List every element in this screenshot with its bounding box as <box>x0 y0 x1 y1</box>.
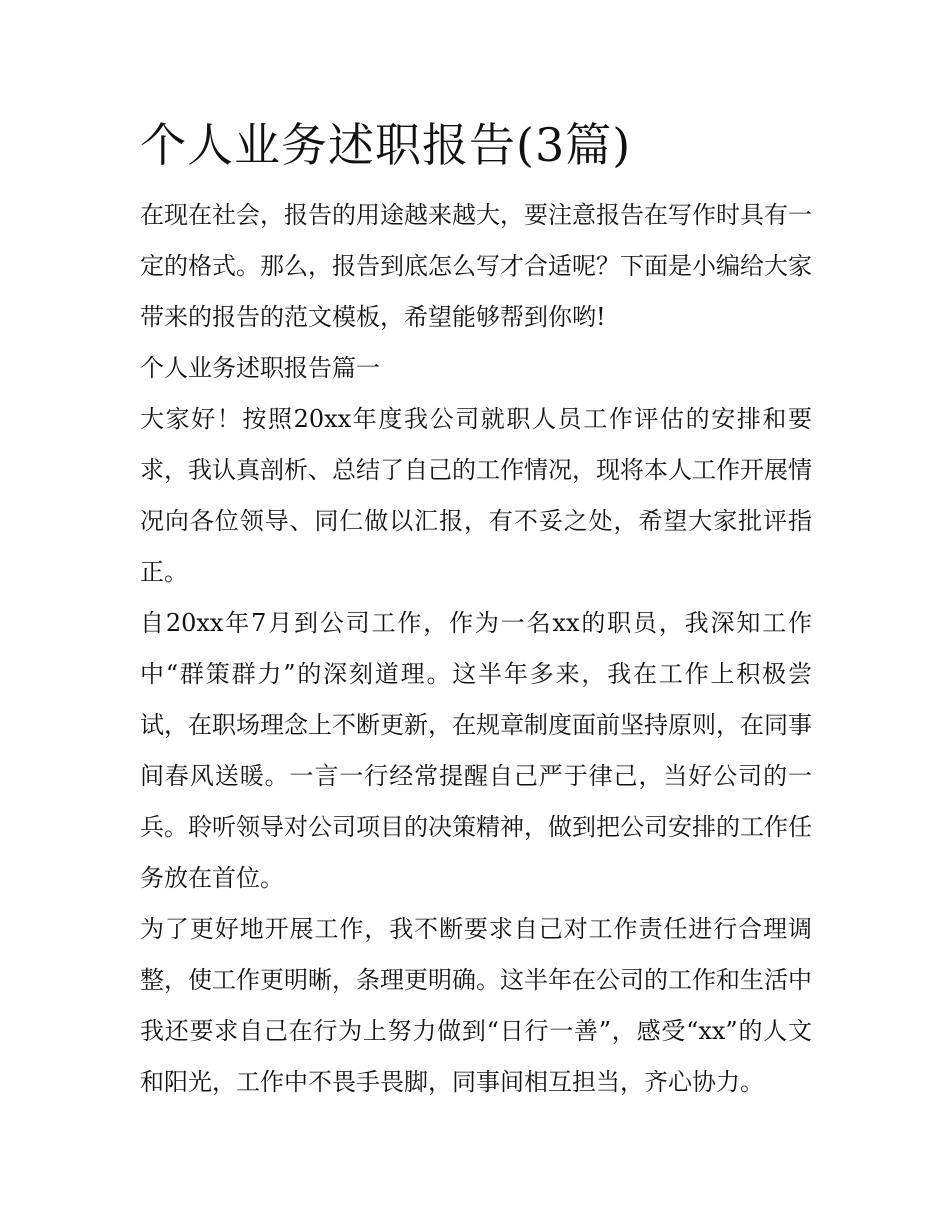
body-paragraph: 自20xx年7月到公司工作，作为一名xx的职员，我深知工作中“群策群力”的深刻道理。这半年多来，我在工作上积极尝试，在职场理念上不断更新，在规章制度面前坚持原则，在同事间春风送暖。一言一行经常提醒自己严于律己，当好公司的一兵。聆听领导对公司项目的决策精神，做到把公司安排的工作任务放在首位。 <box>140 609 812 892</box>
document-title: 个人业务述职报告(3篇) <box>140 118 632 172</box>
document-page <box>140 114 812 1108</box>
intro-paragraph: 在现在社会，报告的用途越来越大，要注意报告在写作时具有一定的格式。那么，报告到底怎么写才合适呢？下面是小编给大家带来的报告的范文模板，希望能够帮到你哟! <box>140 201 812 331</box>
body-paragraph: 大家好！按照20xx年度我公司就职人员工作评估的安排和要求，我认真剖析、总结了自己的工作情况，现将本人工作开展情况向各位领导、同仁做以汇报，有不妥之处，希望大家批评指正。 <box>140 405 812 586</box>
section-heading: 个人业务述职报告篇一 <box>140 354 380 382</box>
body-paragraph: 为了更好地开展工作，我不断要求自己对工作责任进行合理调整，使工作更明晰，条理更明确。这半年在公司的工作和生活中我还要求自己在行为上努力做到“日行一善”，感受“xx”的人文和阳光，工作中不畏手畏脚，同事间相互担当，齐心协力。 <box>140 915 812 1096</box>
